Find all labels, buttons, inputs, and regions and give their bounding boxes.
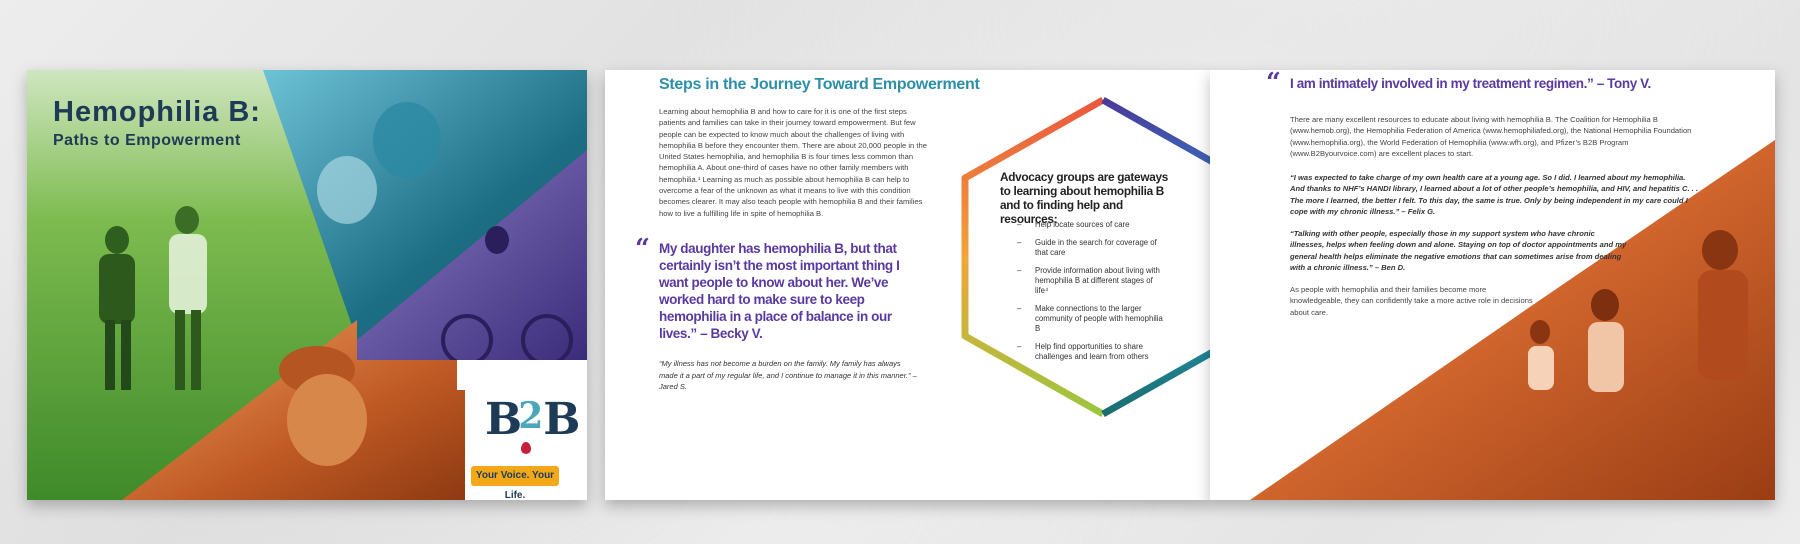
cover-subtitle: Paths to Empowerment (53, 132, 241, 149)
list-item: – Guide in the search for coverage of that care (1015, 238, 1165, 258)
advocacy-list (1015, 220, 1165, 370)
quote-felix: “I was expected to take charge of my own health care at a young age. So I did. I learned about my hemophilia. And thanks to NHF’s HANDI library, I learned about a lot of other people’s hemophilia, and HIV, and hepatitis C. . . The more I learned, the better I felt. To this day, the same is true. Only by being independent in my care could I cope with my chronic illness.” – Felix G. (1290, 173, 1699, 216)
quote-mark-icon: “ (635, 234, 650, 264)
resources-paragraph: There are many excellent resources to educate about living with hemophilia B. The Coalition for Hemophilia B (www.hemob.org), the Hemophilia Federation of America (www.hemophiliafed.org), the National Hemophilia Foundation (www.hemophilia.org), the World Federation of Hemophilia (www.wfh.org), and Pfizer’s B2B Program (www.B2Byourvoice.com) are excellent places to start. (1290, 115, 1692, 158)
blood-drop-icon (521, 442, 531, 454)
b2b-logo (465, 388, 587, 500)
secondary-quote: “My illness has not become a burden on the family. My family has always made it a part of my regular life, and I continue to manage it in this manner.” – Jared S. (659, 359, 917, 391)
advocacy-heading: Advocacy groups are gateways to learning about hemophilia B and to finding help and resources: (1000, 170, 1168, 226)
quote-ben: “Talking with other people, especially those in my support system who have chronic illnesses, helps when feeling down and alone. Staying on top of doctor appointments and my general health helps eliminate the negative emotions that can sometimes arise from dealing with a chronic illness.” – Ben D. (1290, 229, 1627, 272)
list-item: – Make connections to the larger community of people with hemophilia B (1015, 304, 1165, 334)
quote-mark-icon: “ (1266, 70, 1281, 98)
featured-quote: My daughter has hemophilia B, but that certainly isn’t the most important thing I want people to know about her. We’ve worked hard to make sure to keep hemophilia in a place of balance in our lives.” – Becky V. (659, 241, 900, 341)
section-heading: Steps in the Journey Toward Empowerment (659, 76, 980, 93)
featured-quote: I am intimately involved in my treatment regimen.” – Tony V. (1290, 76, 1651, 91)
cover-title: Hemophilia B: (53, 96, 261, 128)
list-item: – Help locate sources of care (1015, 220, 1165, 230)
list-item: – Provide information about living with hemophilia B at different stages of life⁴ (1015, 266, 1165, 296)
body-paragraph: Learning about hemophilia B and how to care for it is one of the first steps patients and families can take in their journey toward empowerment. But few people can be expected to know much about the challenges of living with hemophilia B before they encounter them. There are about 20,000 people in the United States hemophilia, and hemophilia B is four times less common than hemophilia A. About one-third of cases have no other family members with hemophilia.¹ Learning as much as possible about hemophilia B can help to overcome a fear of the unknown as what it means to live with this condition becomes clearer. It may also teach people with hemophilia B and their families how to live a fulfilling life in spite of hemophilia B. (659, 107, 927, 218)
list-item: – Help find opportunities to share challenges and learn from others (1015, 342, 1165, 362)
brochure-inner-right (1210, 70, 1775, 500)
tagline-badge: Your Voice. Your Life. (471, 466, 559, 486)
b2b-logo-text: B2B (485, 394, 577, 445)
brochure-inner-middle (605, 70, 1210, 500)
closing-paragraph: As people with hemophilia and their families become more knowledgeable, they can confidently take a more active role in decisions about care. (1290, 285, 1533, 317)
brochure-cover (27, 70, 587, 500)
